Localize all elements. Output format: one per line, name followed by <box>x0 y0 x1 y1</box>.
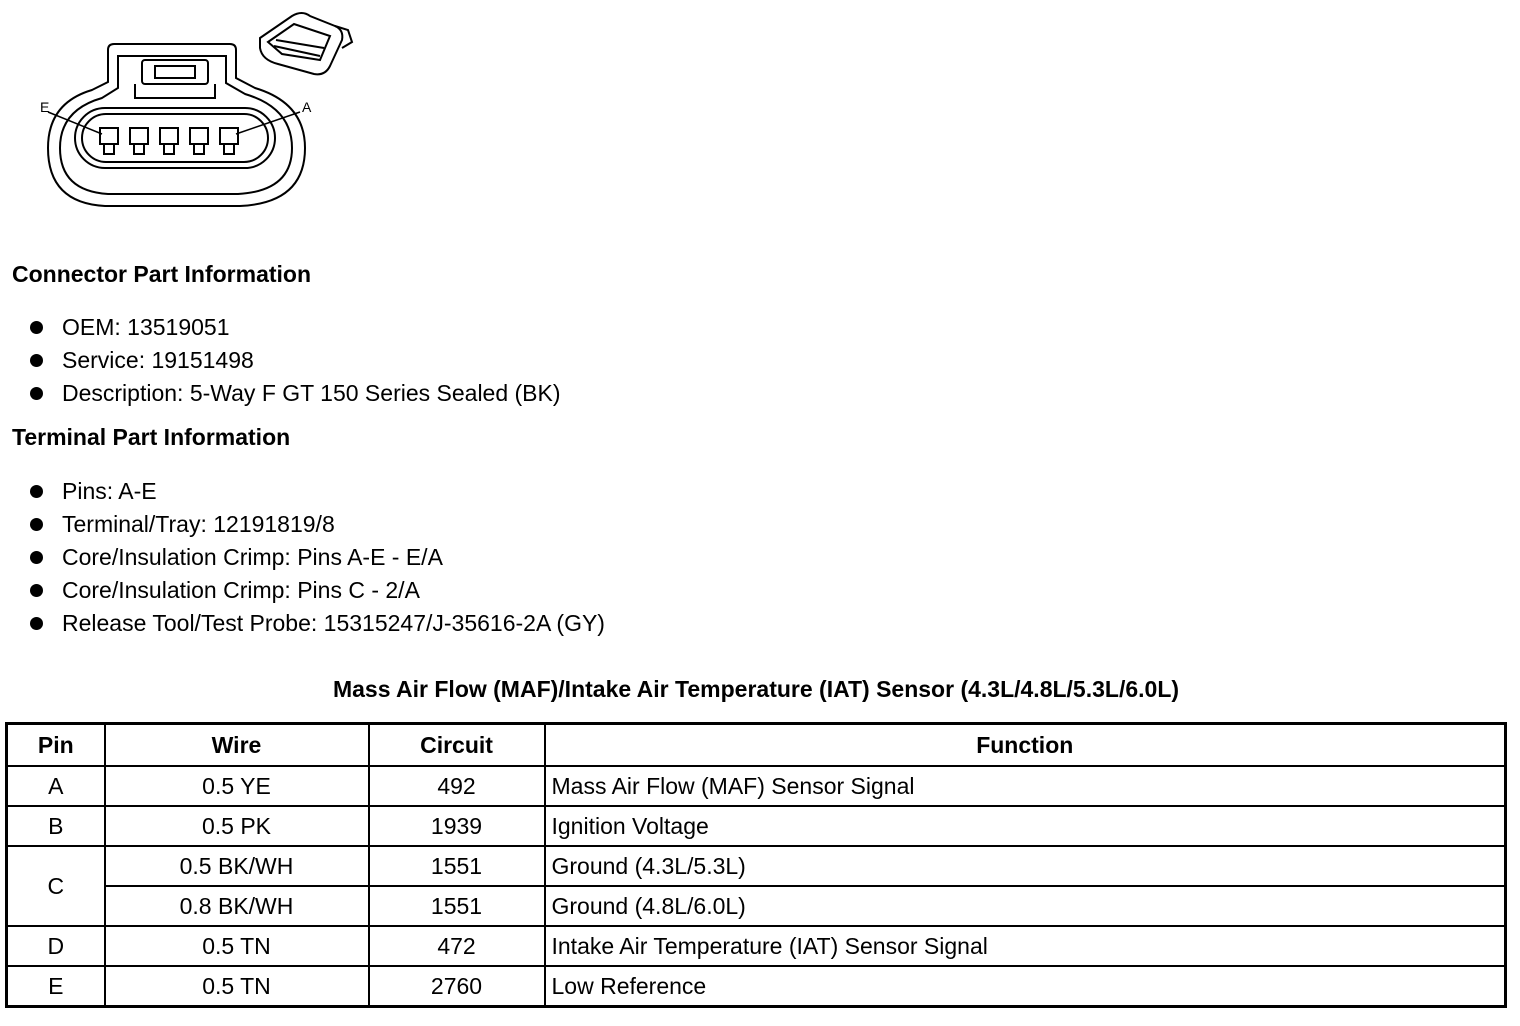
pin-terminals <box>100 128 238 154</box>
terminal-info-item: Terminal/Tray: 12191819/8 <box>30 508 605 541</box>
terminal-info-list <box>30 475 605 640</box>
terminal-info-item: Release Tool/Test Probe: 15315247/J-35616-2A (GY) <box>30 607 605 640</box>
bullet-icon <box>30 518 43 531</box>
cell-wire: 0.5 TN <box>105 966 369 1007</box>
bullet-icon <box>30 584 43 597</box>
pin-a-terminal <box>220 128 238 144</box>
cell-function: Mass Air Flow (MAF) Sensor Signal <box>545 766 1506 806</box>
header-circuit: Circuit <box>369 724 545 767</box>
terminal-info-heading: Terminal Part Information <box>12 424 291 450</box>
terminal-info-item: Pins: A-E <box>30 475 605 508</box>
cell-function: Ground (4.3L/5.3L) <box>545 846 1506 886</box>
table-row <box>7 806 1506 846</box>
bullet-icon <box>30 485 43 498</box>
connector-info-item: Service: 19151498 <box>30 344 561 377</box>
table-row <box>7 846 1506 886</box>
cell-wire: 0.5 YE <box>105 766 369 806</box>
pin-d-terminal <box>130 128 148 144</box>
table-header-row <box>7 724 1506 767</box>
connector-info-heading: Connector Part Information <box>12 261 312 287</box>
connector-info-item: Description: 5-Way F GT 150 Series Sealed (BK) <box>30 377 561 410</box>
connector-info-item: OEM: 13519051 <box>30 311 561 344</box>
header-pin: Pin <box>7 724 105 767</box>
cell-wire: 0.5 TN <box>105 926 369 966</box>
cell-circuit: 1551 <box>369 886 545 926</box>
cell-function: Intake Air Temperature (IAT) Sensor Signal <box>545 926 1506 966</box>
terminal-info-item: Core/Insulation Crimp: Pins A-E - E/A <box>30 541 605 574</box>
bullet-icon <box>30 321 43 334</box>
header-function: Function <box>545 724 1506 767</box>
cell-pin: A <box>7 766 105 806</box>
pin-label-a: A <box>302 99 312 115</box>
header-wire: Wire <box>105 724 369 767</box>
cell-pin: C <box>7 846 105 926</box>
connector-3d-sketch <box>260 13 352 74</box>
cell-circuit: 472 <box>369 926 545 966</box>
cell-function: Ground (4.8L/6.0L) <box>545 886 1506 926</box>
cell-circuit: 492 <box>369 766 545 806</box>
cell-circuit: 2760 <box>369 966 545 1007</box>
connector-housing-inner <box>60 56 292 194</box>
cell-circuit: 1939 <box>369 806 545 846</box>
cell-pin: B <box>7 806 105 846</box>
connector-latch <box>142 60 208 84</box>
bullet-icon <box>30 354 43 367</box>
cell-wire: 0.8 BK/WH <box>105 886 369 926</box>
table-row <box>7 886 1506 926</box>
cell-function: Low Reference <box>545 966 1506 1007</box>
cell-function: Ignition Voltage <box>545 806 1506 846</box>
pin-c-terminal <box>160 128 178 144</box>
bullet-icon <box>30 387 43 400</box>
cell-pin: D <box>7 926 105 966</box>
table-row <box>7 926 1506 966</box>
cell-wire: 0.5 BK/WH <box>105 846 369 886</box>
pin-label-e: E <box>40 99 50 115</box>
pin-e-terminal <box>100 128 118 144</box>
pin-table <box>5 722 1507 1008</box>
connector-latch-tab <box>155 66 195 78</box>
connector-diagram <box>30 8 370 218</box>
pin-b-terminal <box>190 128 208 144</box>
connector-info-list <box>30 311 561 410</box>
terminal-info-item: Core/Insulation Crimp: Pins C - 2/A <box>30 574 605 607</box>
cell-circuit: 1551 <box>369 846 545 886</box>
bullet-icon <box>30 551 43 564</box>
cell-wire: 0.5 PK <box>105 806 369 846</box>
table-row <box>7 766 1506 806</box>
table-title: Mass Air Flow (MAF)/Intake Air Temperature (IAT) Sensor (4.3L/4.8L/5.3L/6.0L) <box>332 676 1180 702</box>
cell-pin: E <box>7 966 105 1007</box>
table-row <box>7 966 1506 1007</box>
bullet-icon <box>30 617 43 630</box>
